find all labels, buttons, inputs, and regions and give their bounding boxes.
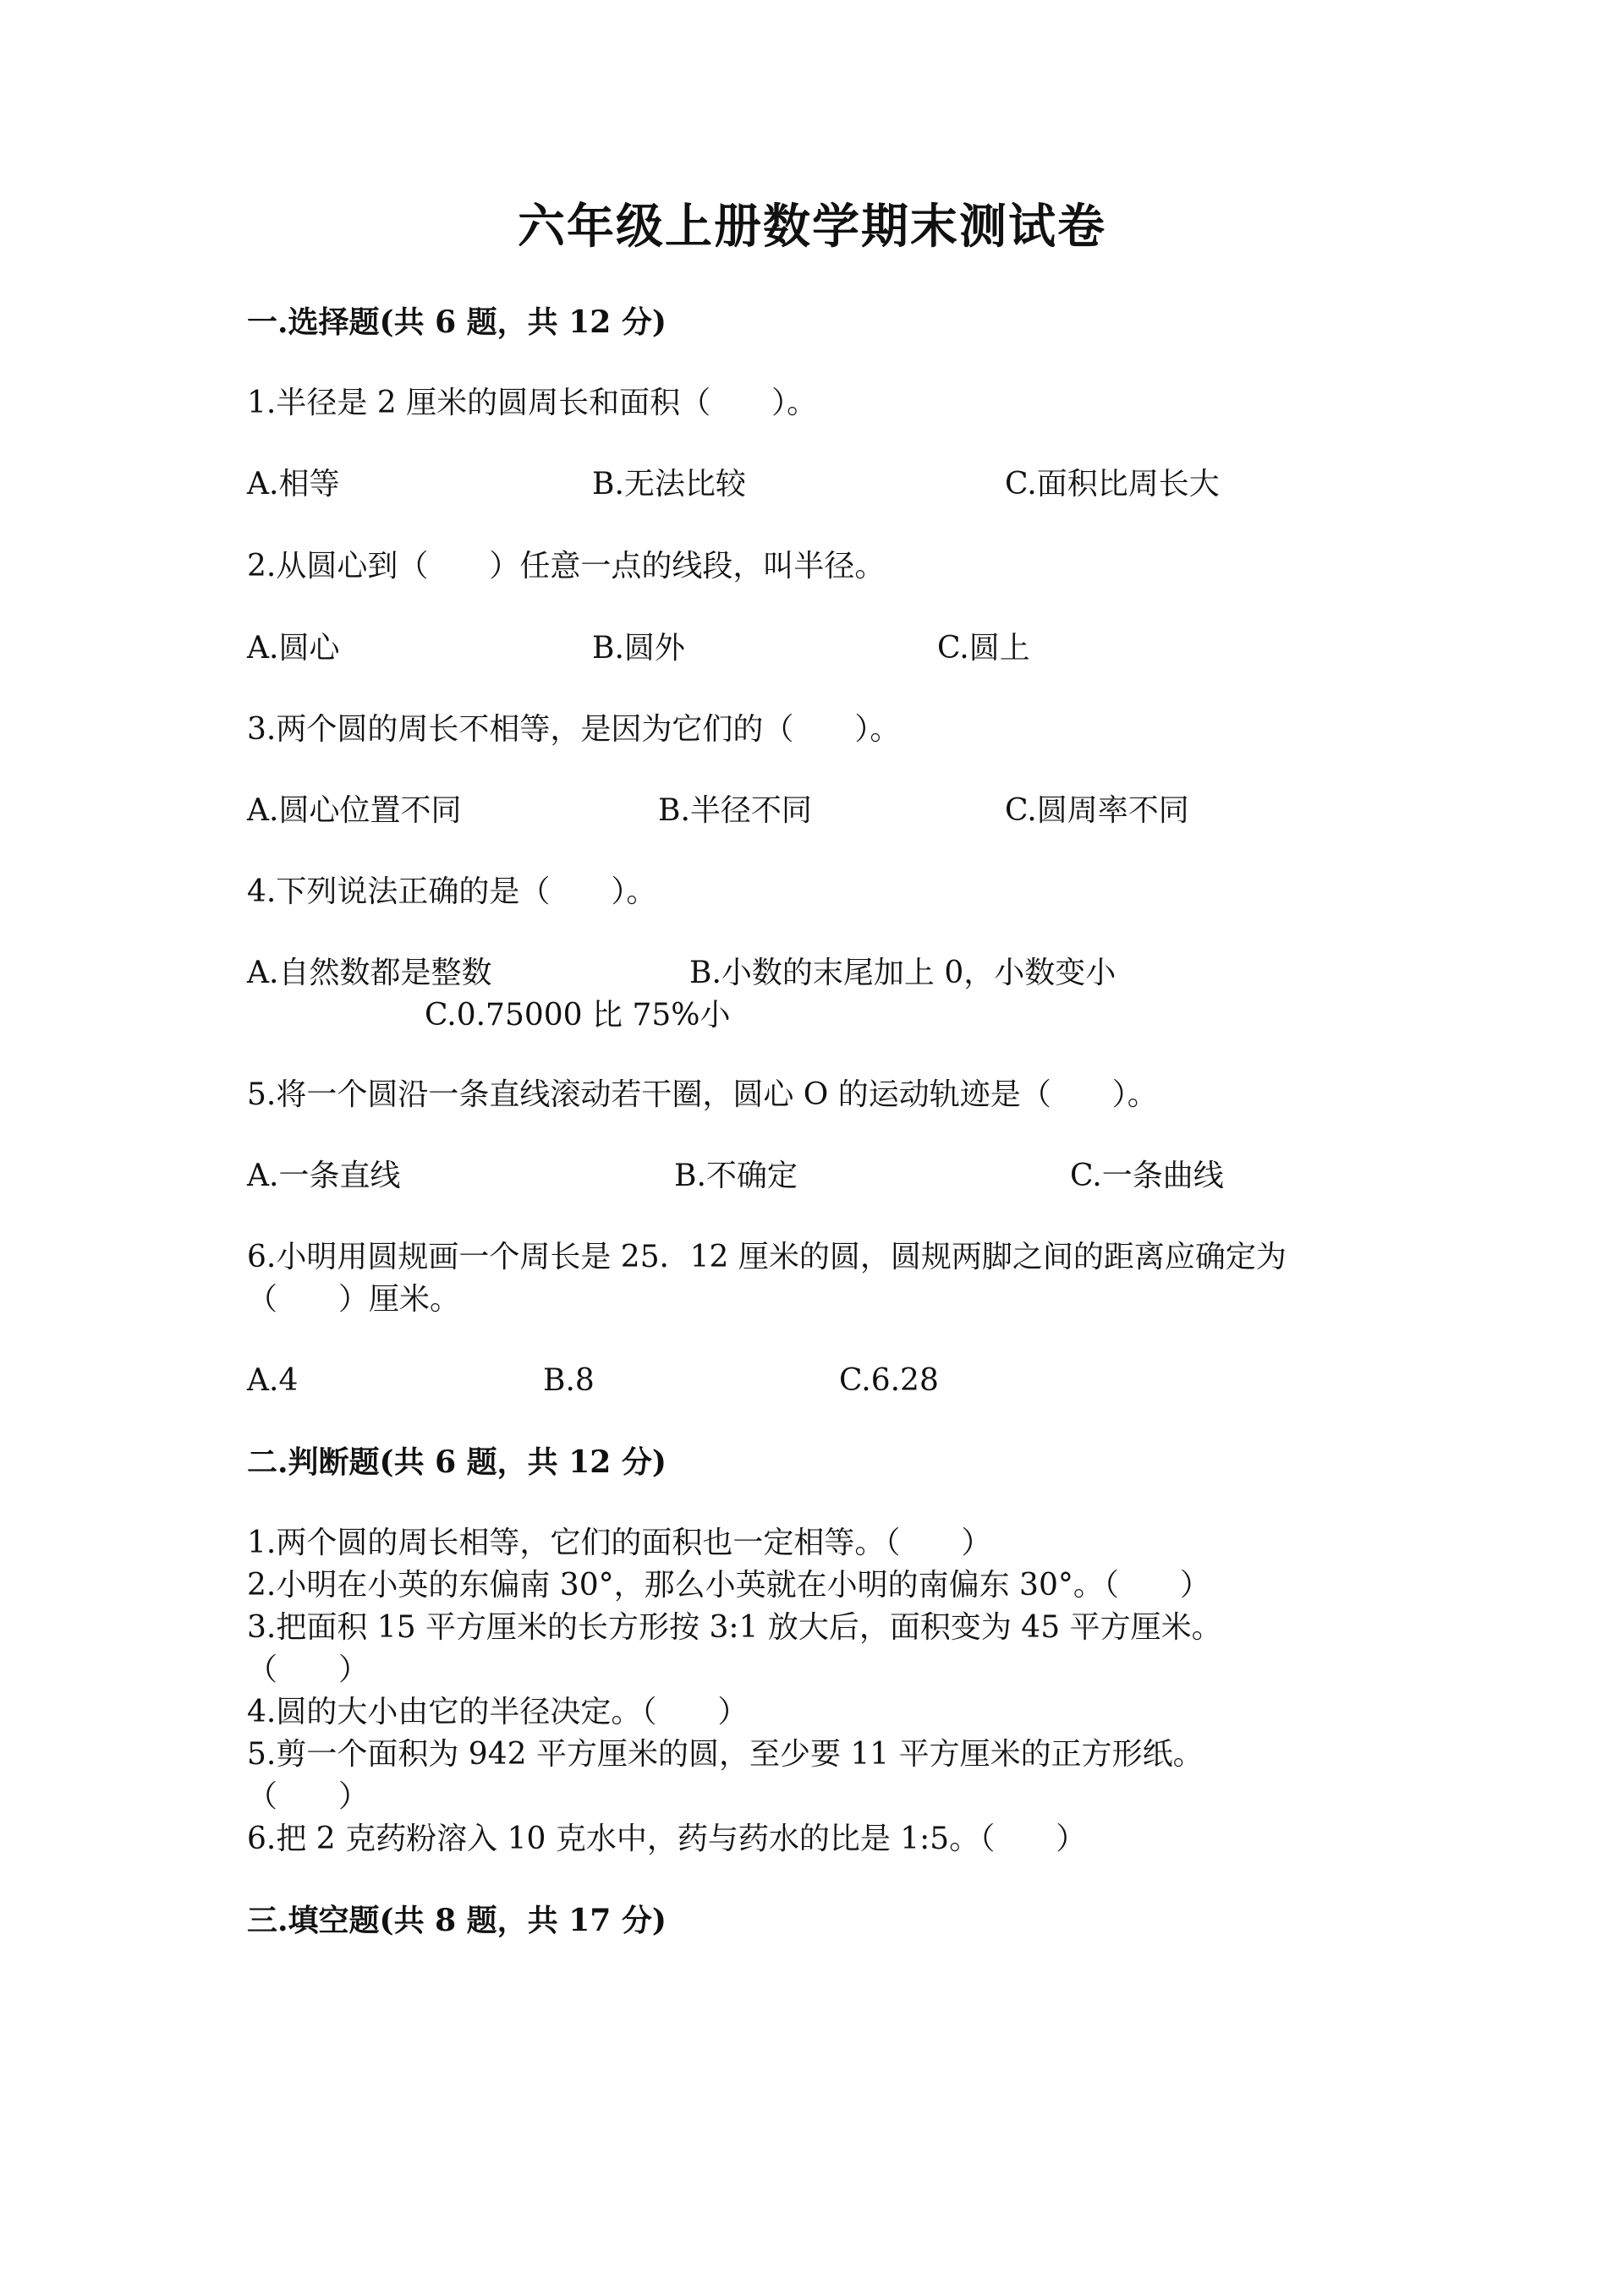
- judgement-3: 3.把面积 15 平方厘米的长方形按 3:1 放大后，面积变为 45 平方厘米。: [247, 1610, 1222, 1645]
- question-5: 5.将一个圆沿一条直线滚动若干圈，圆心 O 的运动轨迹是（ ）。: [247, 1077, 1158, 1112]
- q3-option-c: C.圆周率不同: [1005, 793, 1189, 828]
- q5-option-b: B.不确定: [674, 1159, 798, 1193]
- page-title: 六年级上册数学期末测试卷: [518, 199, 1106, 255]
- judgement-4: 4.圆的大小由它的半径决定。（ ）: [247, 1695, 749, 1729]
- q6-option-c: C.6.28: [839, 1363, 939, 1398]
- q5-option-a: A.一条直线: [247, 1159, 401, 1193]
- section-heading-fill-in: 三.填空题(共 8 题，共 17 分): [247, 1903, 667, 1938]
- q3-option-b: B.半径不同: [658, 793, 812, 828]
- judgement-6: 6.把 2 克药粉溶入 10 克水中，药与药水的比是 1:5。（ ）: [247, 1822, 1087, 1856]
- judgement-5: 5.剪一个面积为 942 平方厘米的圆，至少要 11 平方厘米的正方形纸。: [247, 1737, 1204, 1772]
- q1-option-c: C.面积比周长大: [1005, 467, 1220, 501]
- q3-option-a: A.圆心位置不同: [247, 793, 462, 828]
- q4-option-c: C.0.75000 比 75%小: [425, 998, 731, 1033]
- q1-option-a: A.相等: [247, 467, 340, 501]
- q4-option-a: A.自然数都是整数: [247, 956, 492, 990]
- q5-option-c: C.一条曲线: [1070, 1159, 1224, 1193]
- judgement-3-blank: （ ）: [247, 1652, 370, 1687]
- judgement-5-blank: （ ）: [247, 1779, 370, 1814]
- q2-option-c: C.圆上: [937, 631, 1030, 666]
- q6-option-a: A.4: [247, 1363, 299, 1398]
- section-heading-judgement: 二.判断题(共 6 题，共 12 分): [247, 1444, 667, 1480]
- question-6-line-2: （ ）厘米。: [247, 1282, 461, 1317]
- q6-option-b: B.8: [543, 1363, 595, 1398]
- section-heading-choice: 一.选择题(共 6 题，共 12 分): [247, 304, 667, 340]
- judgement-2: 2.小明在小英的东偏南 30°，那么小英就在小明的南偏东 30°。（ ）: [247, 1568, 1210, 1603]
- judgement-1: 1.两个圆的周长相等，它们的面积也一定相等。（ ）: [247, 1526, 992, 1560]
- question-3: 3.两个圆的周长不相等，是因为它们的（ ）。: [247, 712, 901, 747]
- question-4: 4.下列说法正确的是（ ）。: [247, 874, 657, 909]
- question-2: 2.从圆心到（ ）任意一点的线段，叫半径。: [247, 549, 886, 584]
- q2-option-a: A.圆心: [247, 631, 340, 666]
- q4-option-b: B.小数的末尾加上 0，小数变小: [689, 956, 1116, 990]
- question-1: 1.半径是 2 厘米的圆周长和面积（ ）。: [247, 386, 818, 420]
- q1-option-b: B.无法比较: [592, 467, 746, 501]
- question-6-line-1: 6.小明用圆规画一个周长是 25．12 厘米的圆，圆规两脚之间的距离应确定为: [247, 1240, 1287, 1274]
- q2-option-b: B.圆外: [592, 631, 685, 666]
